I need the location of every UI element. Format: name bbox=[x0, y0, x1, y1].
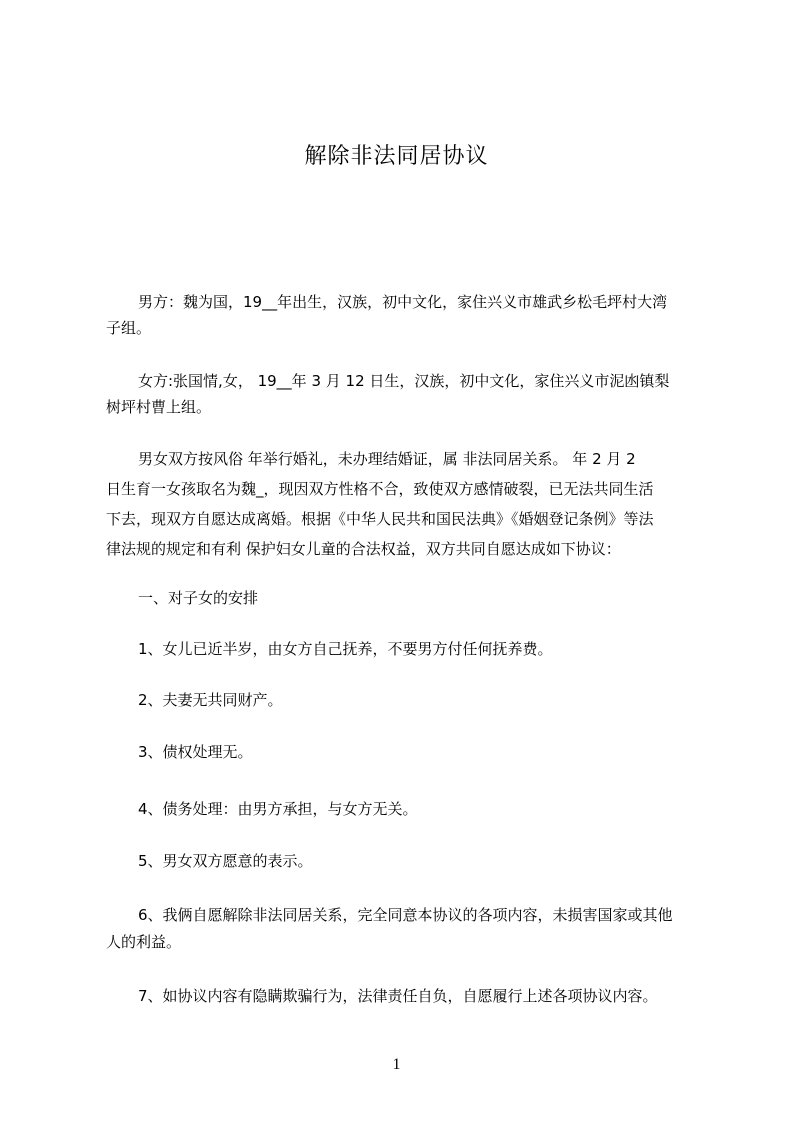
list-item-7: 7、如协议内容有隐瞒欺骗行为，法律责任自负，自愿履行上述各项协议内容。 bbox=[138, 987, 658, 1005]
list-item-5: 5、男女双方愿意的表示。 bbox=[138, 852, 313, 870]
background-line-1: 男女双方按风俗 年举行婚礼，未办理结婚证，属 非法同居关系。 年 2 月 2 bbox=[138, 450, 636, 468]
list-item-6-line-1: 6、我俩自愿解除非法同居关系，完全同意本协议的各项内容，未损害国家或其他 bbox=[138, 906, 673, 924]
list-item-2: 2、夫妻无共同财产。 bbox=[138, 691, 283, 709]
document-title: 解除非法同居协议 bbox=[304, 144, 489, 169]
background-line-3: 下去，现双方自愿达成离婚。根据《中华人民共和国民法典》《婚姻登记条例》等法 bbox=[106, 510, 654, 528]
list-item-6-line-2: 人的利益。 bbox=[106, 933, 182, 951]
page-number: 1 bbox=[392, 1056, 401, 1073]
list-item-3: 3、债权处理无。 bbox=[138, 743, 253, 761]
male-party-line-2: 子组。 bbox=[106, 319, 152, 337]
section-heading: 一、对子女的安排 bbox=[138, 589, 259, 607]
background-line-4: 律法规的规定和有利 保护妇女儿童的合法权益，双方共同自愿达成如下协议： bbox=[106, 540, 621, 558]
list-item-4: 4、债务处理：由男方承担，与女方无关。 bbox=[138, 800, 418, 818]
background-line-2: 日生育一女孩取名为魏_，现因双方性格不合，致使双方感情破裂，已无法共同生活 bbox=[106, 480, 654, 498]
female-party-line-2: 树坪村曹上组。 bbox=[106, 398, 212, 416]
female-party-line-1: 女方:张国情,女， 19__年 3 月 12 日生，汉族，初中文化，家住兴义市泥凼镇梨 bbox=[138, 372, 670, 390]
male-party-line-1: 男方：魏为国，19__年出生，汉族，初中文化，家住兴义市雄武乡松毛坪村大湾 bbox=[138, 293, 668, 311]
list-item-1: 1、女儿已近半岁，由女方自己抚养，不要男方付任何抚养费。 bbox=[138, 640, 553, 658]
